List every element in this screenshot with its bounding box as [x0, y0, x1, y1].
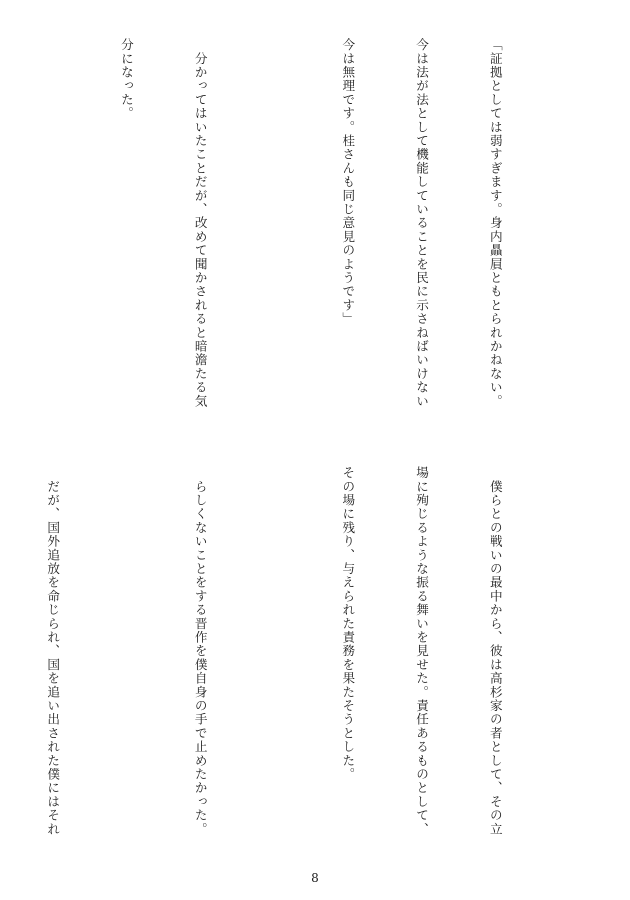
upper-text-tier [66, 38, 556, 436]
blank-line [261, 38, 286, 436]
lower-text-tier [45, 466, 556, 864]
text-line: 僕らとの戦いの最中から、彼は高杉家の者として、その立 [487, 466, 503, 836]
page-number: 8 [311, 871, 319, 885]
text-line: 分になった。 [118, 38, 134, 121]
text-line: その場に残り、与えられた責務を果たそうとした。 [340, 466, 356, 782]
text-line: 今は無理です。桂さんも同じ意見のようです」 [340, 38, 356, 326]
text-line: 今は法が法として機能していることを民に示さねばいけない [414, 38, 430, 408]
text-line: 「証拠としては弱すぎます。身内贔屓ともとられかねない。 [487, 38, 503, 408]
text-line: 場に殉じるような振る舞いを見せた。責任あるものとして、 [414, 466, 430, 836]
blank-line [40, 38, 65, 436]
text-line: だが、国外追放を命じられ、国を追い出された僕にはそれ [45, 466, 61, 836]
blank-line [261, 466, 286, 864]
blank-line [113, 466, 138, 864]
text-line: 分かってはいたことだが、改めて聞かされると暗澹たる気 [192, 38, 208, 408]
text-line: らしくないことをする晋作を僕自身の手で止めたかった。 [192, 466, 208, 836]
